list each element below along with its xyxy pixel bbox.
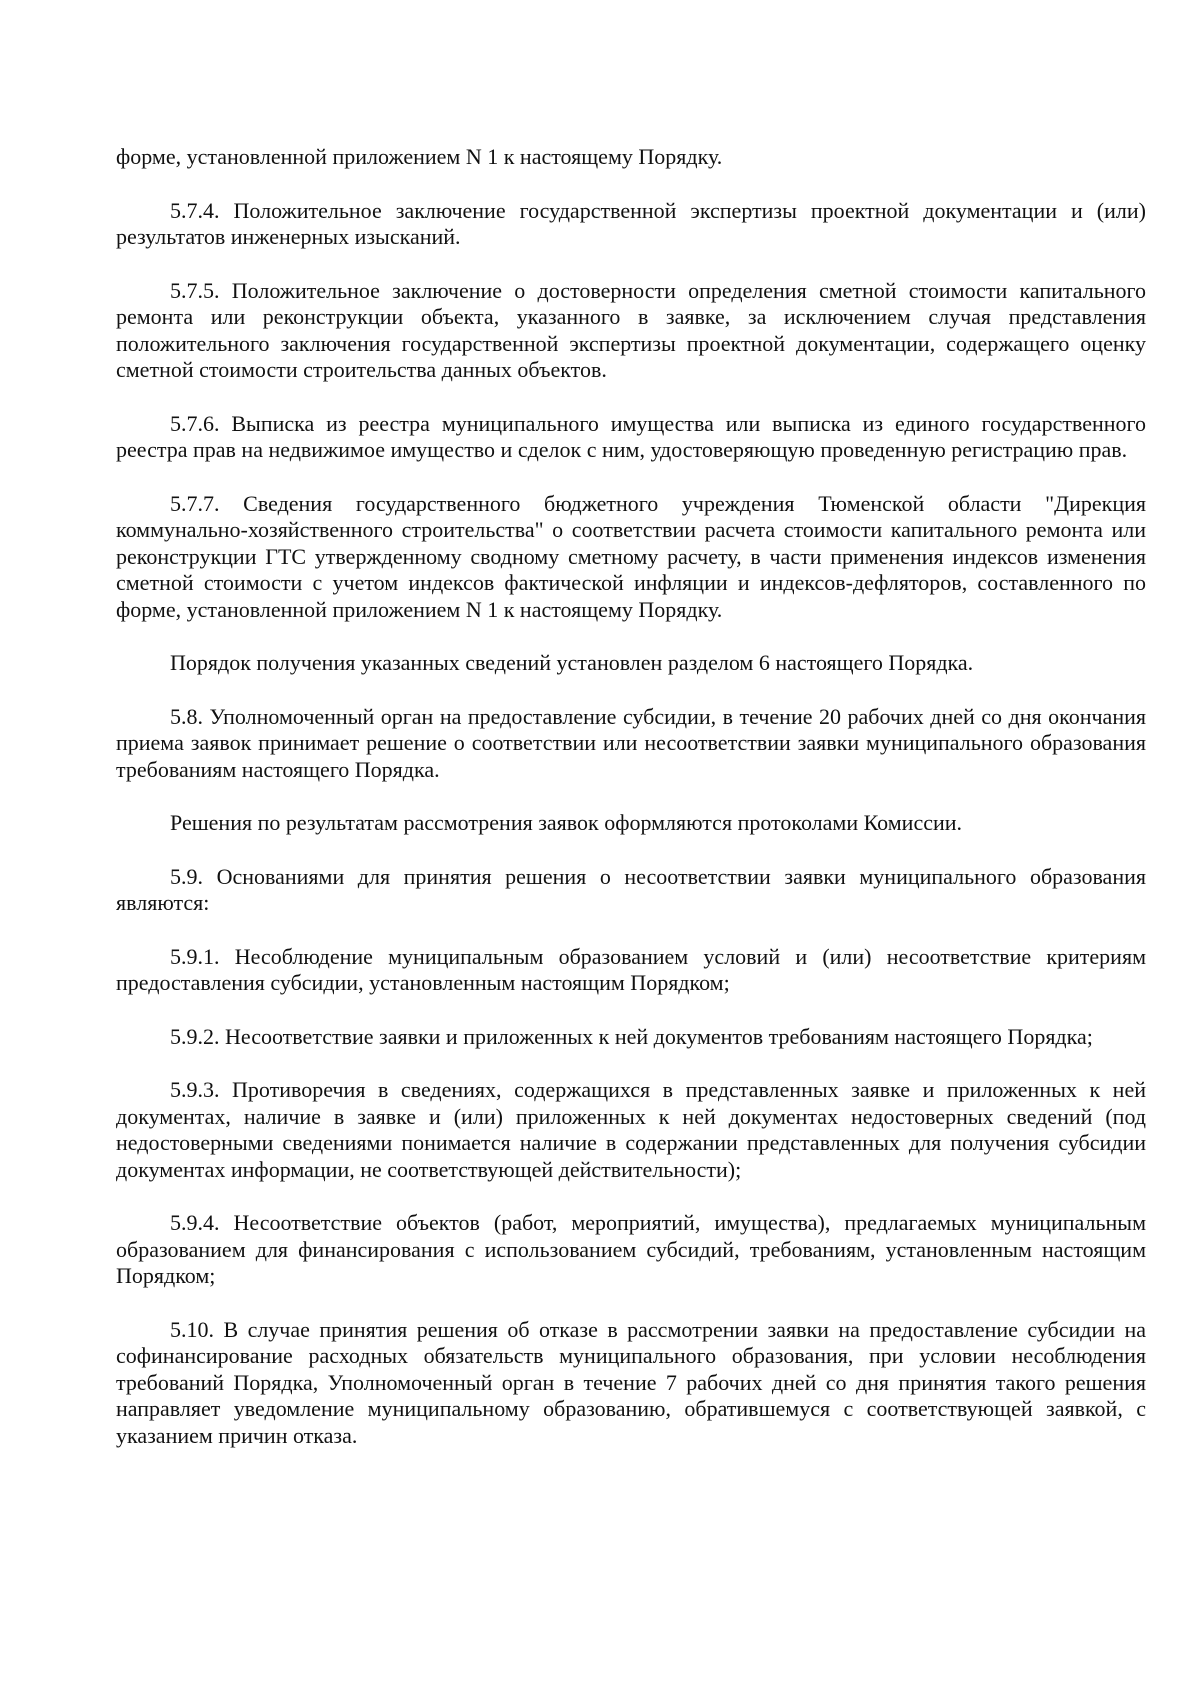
paragraph-5-8: 5.8. Уполномоченный орган на предоставление субсидии, в течение 20 рабочих дней со дня окончания приема заявок принимает решение о соответствии или несоответствии заявки муниципального образования требованиям настоящего Порядка.	[116, 703, 1146, 782]
paragraph-5-9-4: 5.9.4. Несоответствие объектов (работ, мероприятий, имущества), предлагаемых муниципальным образованием для финансирования с использованием субсидий, требованиям, установленным настоящим Порядком;	[116, 1210, 1146, 1288]
paragraph-5-7-5: 5.7.5. Положительное заключение о достоверности определения сметной стоимости капитального ремонта или реконструкции объекта, указанного в заявке, за исключением случая представления положительного заключения государственной экспертизы проектной документации, содержащего оценку сметной стоимости строительства данных объектов.	[116, 277, 1146, 382]
paragraph-order-note: Порядок получения указанных сведений установлен разделом 6 настоящего Порядка.	[170, 650, 974, 675]
paragraph-continuation: форме, установленной приложением N 1 к настоящему Порядку.	[116, 144, 723, 169]
document-page	[116, 144, 1146, 1476]
paragraph-5-9-1: 5.9.1. Несоблюдение муниципальным образованием условий и (или) несоответствие критериям предоставления субсидии, установленным настоящим Порядком;	[116, 943, 1146, 995]
paragraph-5-7-7: 5.7.7. Сведения государственного бюджетного учреждения Тюменской области "Дирекция коммунально-хозяйственного строительства" о соответствии расчета стоимости капитального ремонта или реконструкции ГТС утвержденному сводному сметному расчету, в части применения индексов изменения сметной стоимости с учетом индексов фактической инфляции и индексов-дефляторов, составленного по форме, установленной приложением N 1 к настоящему Порядку.	[116, 490, 1146, 622]
paragraph-5-9-3: 5.9.3. Противоречия в сведениях, содержащихся в представленных заявке и приложенных к ней документах, наличие в заявке и (или) приложенных к ней документах недостоверных сведений (под недостоверными сведениями понимается наличие в содержании представленных для получения субсидии документах информации, не соответствующей действительности);	[116, 1077, 1146, 1182]
paragraph-5-10: 5.10. В случае принятия решения об отказе в рассмотрении заявки на предоставление субсидии на софинансирование расходных обязательств муниципального образования, при условии несоблюдения требований Порядка, Уполномоченный орган в течение 7 рабочих дней со дня принятия такого решения направляет уведомление муниципальному образованию, обратившемуся с соответствующей заявкой, с указанием причин отказа.	[116, 1316, 1146, 1448]
paragraph-5-7-6: 5.7.6. Выписка из реестра муниципального имущества или выписка из единого государственного реестра прав на недвижимое имущество и сделок с ним, удостоверяющую проведенную регистрацию прав.	[116, 410, 1146, 462]
paragraph-decisions-note: Решения по результатам рассмотрения заявок оформляются протоколами Комиссии.	[170, 810, 963, 835]
paragraph-5-9: 5.9. Основаниями для принятия решения о несоответствии заявки муниципального образования являются:	[116, 863, 1146, 915]
paragraph-5-9-2: 5.9.2. Несоответствие заявки и приложенных к ней документов требованиям настоящего Порядка;	[170, 1023, 1093, 1049]
paragraph-5-7-4: 5.7.4. Положительное заключение государственной экспертизы проектной документации и (или) результатов инженерных изысканий.	[116, 197, 1146, 249]
